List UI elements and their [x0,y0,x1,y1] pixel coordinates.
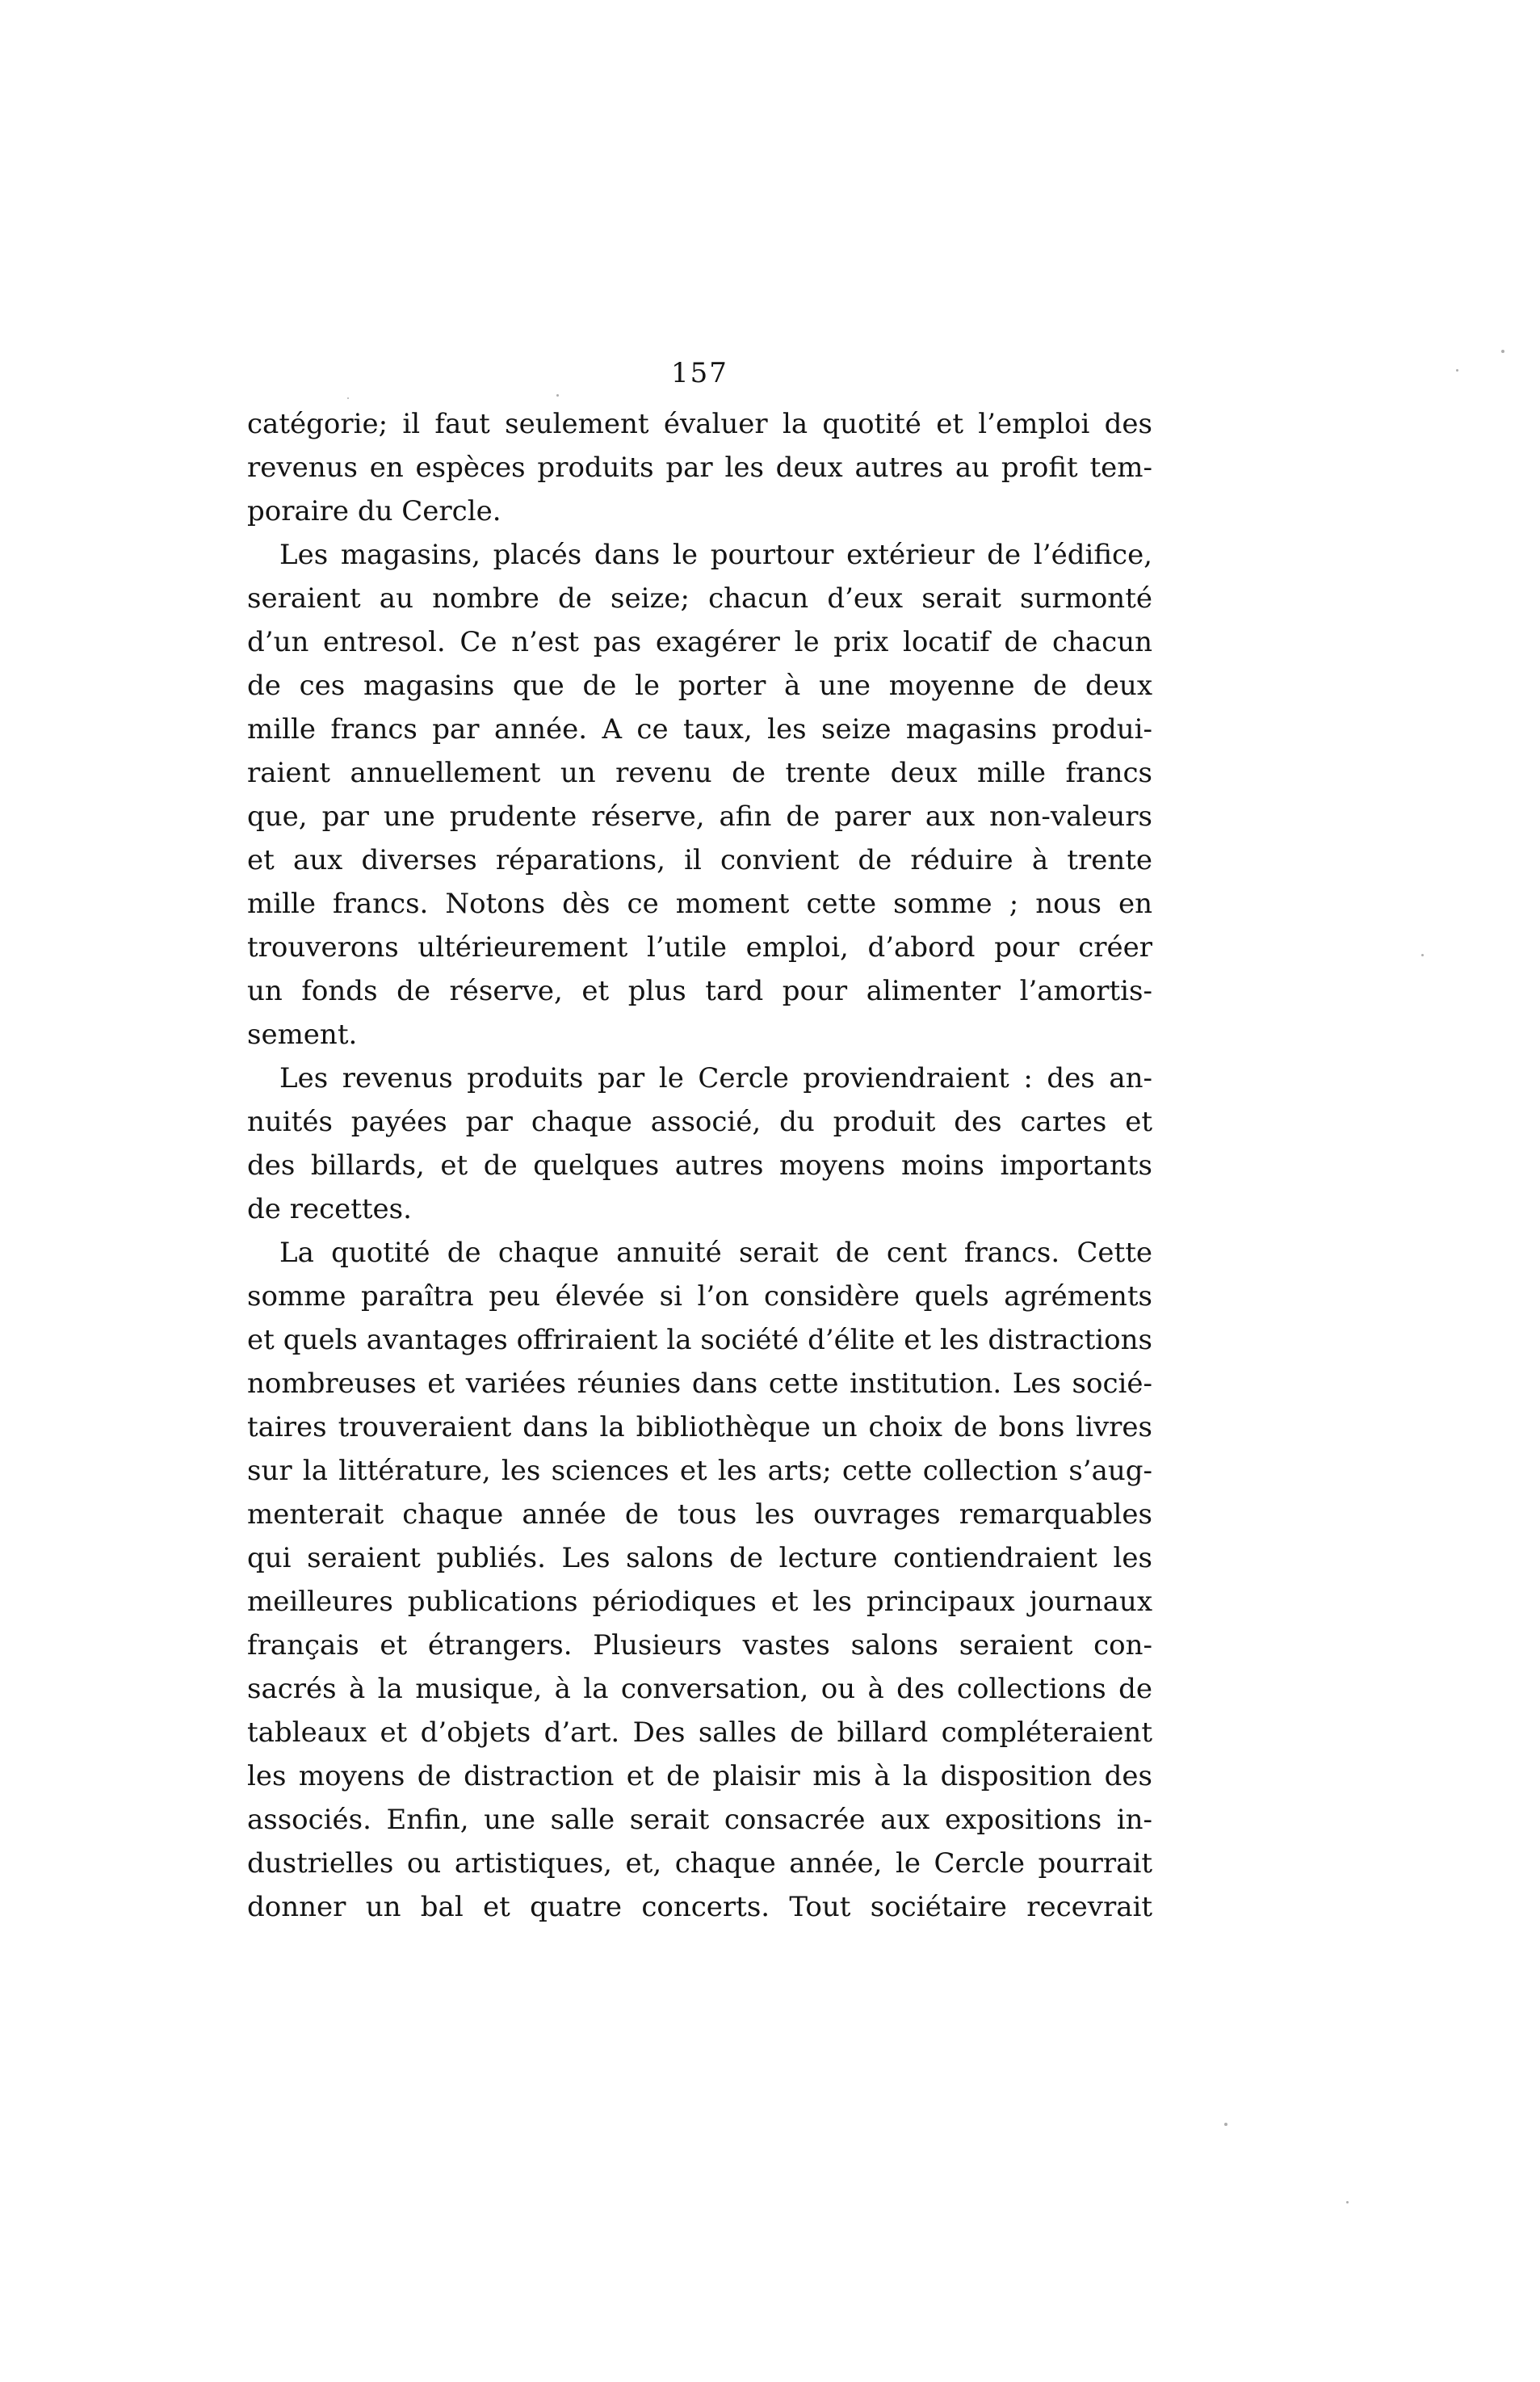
text-line: des billards, et de quelques autres moyens moins importants [247,1149,1152,1182]
text-line: que, par une prudente réserve, afin de parer aux non-valeurs [247,800,1152,833]
text-line: donner un bal et quatre concerts. Tout sociétaire recevrait [247,1891,1152,1923]
paragraph [247,1057,1152,1231]
text-line: Les revenus produits par le Cercle proviendraient : des an- [279,1062,1152,1094]
text-line: sacrés à la musique, à la conversation, ou à des collections de [247,1673,1152,1705]
text-line: un fonds de réserve, et plus tard pour alimenter l’amortis- [247,975,1152,1007]
paragraph [247,533,1152,1057]
text-line: nombreuses et variées réunies dans cette institution. Les socié- [247,1367,1152,1400]
text-line: nuités payées par chaque associé, du produit des cartes et [247,1106,1152,1138]
text-line: qui seraient publiés. Les salons de lecture contiendraient les [247,1542,1152,1574]
scan-speck [1421,954,1424,956]
text-line: La quotité de chaque annuité serait de cent francs. Cette [279,1237,1152,1269]
text-line: les moyens de distraction et de plaisir mis à la disposition des [247,1760,1152,1792]
text-line: seraient au nombre de seize; chacun d’eux serait surmonté [247,582,1152,615]
scan-speck [556,394,559,397]
text-line: sement. [247,1019,358,1051]
text-line: mille francs. Notons dès ce moment cette somme ; nous en [247,888,1152,920]
paragraph [247,1231,1152,1929]
text-line: d’un entresol. Ce n’est pas exagérer le prix locatif de chacun [247,626,1152,658]
text-line: revenus en espèces produits par les deux autres au profit tem- [247,452,1152,484]
text-line: dustrielles ou artistiques, et, chaque année, le Cercle pourrait [247,1847,1152,1880]
text-line: et quels avantages offriraient la société d’élite et les distractions [247,1324,1152,1356]
text-line: catégorie; il faut seulement évaluer la quotité et l’emploi des [247,408,1152,440]
text-line: menterait chaque année de tous les ouvrages remarquables [247,1498,1152,1531]
scan-speck [347,397,349,399]
text-line: sur la littérature, les sciences et les arts; cette collection s’aug- [247,1455,1152,1487]
text-line: meilleures publications périodiques et les principaux journaux [247,1586,1152,1618]
scan-speck [1224,2123,1227,2126]
text-block [247,402,1152,1929]
text-line: poraire du Cercle. [247,495,501,527]
text-line: français et étrangers. Plusieurs vastes salons seraient con- [247,1629,1152,1662]
text-line: mille francs par année. A ce taux, les seize magasins produi- [247,713,1152,746]
scan-speck [1346,2201,1349,2203]
text-line: raient annuellement un revenu de trente deux mille francs [247,757,1152,789]
scan-speck [1501,350,1504,353]
paragraph [247,402,1152,533]
page-number: 157 [671,357,728,389]
text-line: tableaux et d’objets d’art. Des salles de billard compléteraient [247,1716,1152,1749]
text-line: Les magasins, placés dans le pourtour extérieur de l’édifice, [279,539,1152,571]
text-line: et aux diverses réparations, il convient de réduire à trente [247,844,1152,876]
text-line: trouverons ultérieurement l’utile emploi, d’abord pour créer [247,931,1152,964]
text-line: de recettes. [247,1193,412,1225]
text-line: associés. Enfin, une salle serait consacrée aux expositions in- [247,1804,1152,1836]
text-line: somme paraîtra peu élevée si l’on considère quels agréments [247,1280,1152,1313]
text-line: de ces magasins que de le porter à une moyenne de deux [247,670,1152,702]
text-line: taires trouveraient dans la bibliothèque un choix de bons livres [247,1411,1152,1443]
scan-speck [1456,369,1458,372]
